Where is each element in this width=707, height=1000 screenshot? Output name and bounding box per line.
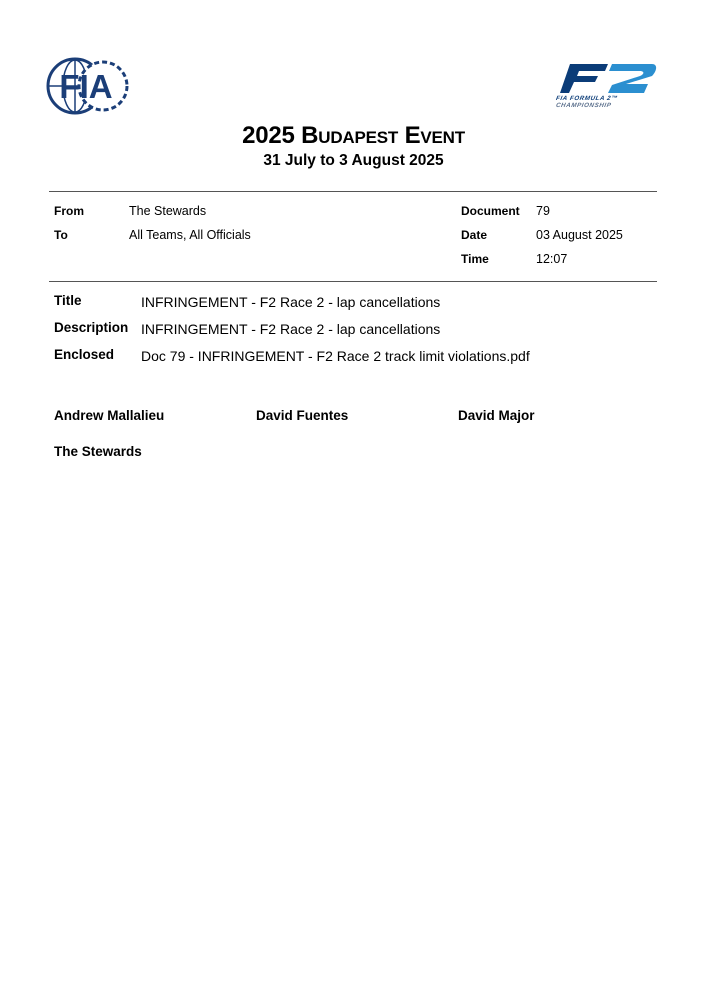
signatory-name: David Fuentes xyxy=(256,408,349,423)
date-value: 03 August 2025 xyxy=(536,228,623,242)
title-label: Title xyxy=(54,293,82,308)
description-value: INFRINGEMENT - F2 Race 2 - lap cancellations xyxy=(141,321,441,337)
title-value: INFRINGEMENT - F2 Race 2 - lap cancellations xyxy=(141,294,441,310)
event-dates: 31 July to 3 August 2025 xyxy=(263,152,444,169)
signatory-name: Andrew Mallalieu xyxy=(54,408,165,423)
fia-logo xyxy=(46,57,132,115)
divider-top xyxy=(49,191,657,192)
document-label: Document xyxy=(461,204,520,218)
f2-logo-line2: CHAMPIONSHIP xyxy=(555,102,612,109)
date-label: Date xyxy=(461,228,488,242)
description-label: Description xyxy=(54,320,129,335)
time-label: Time xyxy=(461,252,489,266)
time-value: 12:07 xyxy=(536,252,568,266)
document-header xyxy=(0,122,707,170)
from-value: The Stewards xyxy=(129,204,207,218)
f2-logo-line1: FIA FORMULA 2™ xyxy=(555,95,619,102)
from-label: From xyxy=(54,204,84,218)
enclosed-attachment-link[interactable]: Doc 79 - INFRINGEMENT - F2 Race 2 track limit violations.pdf xyxy=(141,348,530,364)
signed-by: The Stewards xyxy=(54,444,142,459)
signatory-name: David Major xyxy=(458,408,535,423)
to-value: All Teams, All Officials xyxy=(129,228,251,242)
divider-bottom xyxy=(49,281,657,282)
enclosed-label: Enclosed xyxy=(54,347,115,362)
to-label: To xyxy=(54,228,68,242)
event-title: 2025 Budapest Event xyxy=(242,122,465,149)
document-value: 79 xyxy=(536,204,550,218)
f2-logo xyxy=(552,60,660,110)
fia-logo-text: FIA xyxy=(59,68,113,105)
